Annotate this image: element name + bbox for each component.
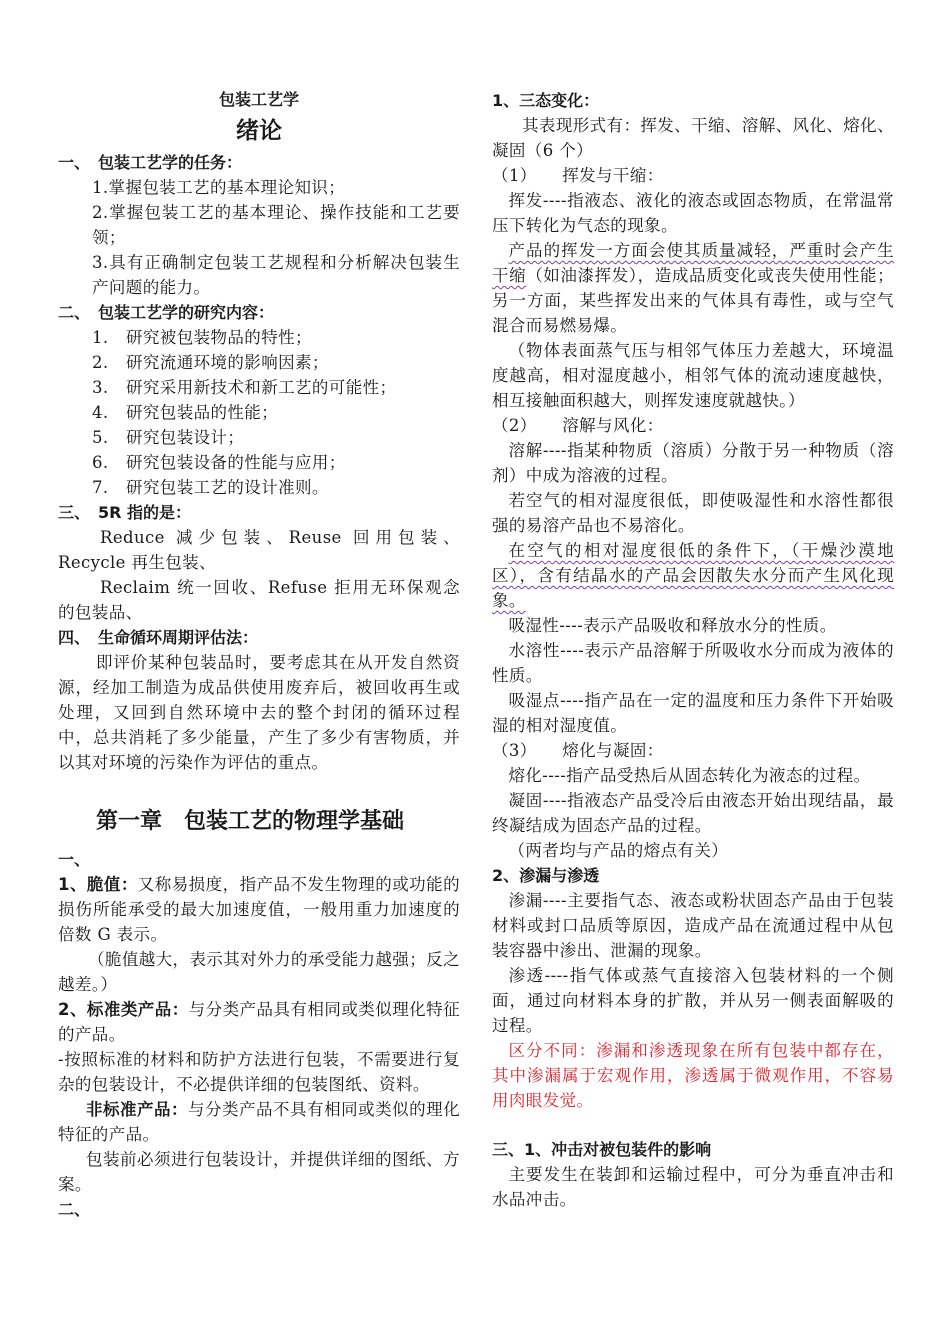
melt-definition: 熔化----指产品受热后从固态转化为液态的过程。 [508, 766, 871, 785]
task-item: 1.掌握包装工艺的基本理论知识； [92, 178, 346, 197]
chapter-heading: 第一章 包装工艺的物理学基础 [96, 809, 405, 834]
nonstandard-product-note: 包装前必须进行包装设计，并提供详细的图纸、方案。 [58, 1150, 460, 1194]
volatilize-effects: 产品的挥发一方面会使其质量减轻，严重时会产生干缩（如油漆挥发），造成品质变化或丧失使用性能；另一方面，某些挥发出来的气体具有毒性，或与空气混合而易燃易爆。 [492, 241, 894, 335]
task-item: 2.掌握包装工艺的基本理论、操作技能和工艺要领； [92, 203, 460, 247]
standard-product-note: -按照标准的材料和防护方法进行包装，不需要进行复杂的包装设计，不必提供详细的包装图纸、资料。 [58, 1050, 460, 1094]
task-item: 3.具有正确制定包装工艺规程和分析解决包装生产问题的能力。 [92, 253, 460, 297]
content-item: 7. 研究包装工艺的设计准则。 [92, 478, 329, 497]
sub-volatilize-heading: （1） 挥发与干缩： [492, 166, 664, 185]
sub-melt-heading: （3） 熔化与凝固： [492, 741, 664, 760]
lca-paragraph: 即评价某种包装品时，要考虑其在从开发自然资源，经加工制造为成品供使用废弃后，被回收再生或处理，又回到自然环境中去的整个封闭的循环过程中，总共消耗了多少能量，产生了多少有害物质，并以其对环境的污染作为评估的重点。 [58, 653, 460, 772]
doc-title: 包装工艺学 [218, 90, 299, 109]
hygroscopic-point-definition: 吸湿点----指产品在一定的温度和压力条件下开始吸湿的相对湿度值。 [492, 691, 894, 735]
standard-product-paragraph: 2、标准类产品：与分类产品具有相同或类似理化特征的产品。 [58, 1000, 460, 1044]
section-heading-lca: 四、 生命循环周期评估法： [58, 628, 259, 647]
volatilize-definition: 挥发----指液态、液化的液态或固态物质，在常温常压下转化为气态的现象。 [492, 191, 894, 235]
content-item: 5. 研究包装设计； [92, 428, 245, 447]
content-item: 2. 研究流通环境的影响因素； [92, 353, 329, 372]
water-solubility-definition: 水溶性----表示产品溶解于所吸收水分而成为液体的性质。 [492, 641, 894, 685]
content-item: 4. 研究包装品的性能； [92, 403, 279, 422]
dissolve-definition: 溶解----指某种物质（溶质）分散于另一种物质（溶剂）中成为溶液的过程。 [492, 441, 894, 485]
hygroscopicity-definition: 吸湿性----表示产品吸收和释放水分的性质。 [508, 616, 837, 635]
nonstandard-product-paragraph: 非标准产品：与分类产品不具有相同或类似的理化特征的产品。 [58, 1100, 460, 1144]
impact-paragraph: 主要发生在装卸和运输过程中，可分为垂直冲击和水品冲击。 [492, 1165, 894, 1209]
leak-definition: 渗漏----主要指气态、液态或粉状固态产品由于包装材料或封口品质等原因，造成产品在流通过程中从包装容器中渗出、泄漏的现象。 [492, 891, 894, 960]
subsection-one: 一、 [58, 850, 91, 869]
heading-state-change: 1、三态变化： [492, 91, 600, 110]
sub-dissolve-heading: （2） 溶解与风化： [492, 416, 664, 435]
section-heading-content: 二、 包装工艺学的研究内容： [58, 303, 275, 322]
solidify-definition: 凝固----指液态产品受冷后由液态开始出现结晶，最终凝结成为固态产品的过程。 [492, 791, 894, 835]
subsection-two: 二、 [58, 1200, 91, 1219]
weathering-paragraph [492, 538, 894, 613]
heading-leak-permeate: 2、渗漏与渗透 [492, 866, 600, 885]
section-heading-tasks: 一、 包装工艺学的任务： [58, 153, 243, 172]
section-heading-5r: 三、 5R 指的是： [58, 503, 192, 522]
melt-note: （两者均与产品的熔点有关） [508, 841, 729, 860]
forms-paragraph: 其表现形式有：挥发、干缩、溶解、风化、熔化、凝固（6 个） [492, 116, 894, 160]
dissolve-paragraph: 若空气的相对湿度很低，即使吸湿性和水溶性都很强的易溶产品也不易溶化。 [492, 491, 894, 535]
brittle-paragraph: 1、脆值：又称易损度，指产品不发生物理的或功能的损伤所能承受的最大加速度值，一般用重力加速度的倍数 G 表示。 [58, 875, 460, 944]
permeate-definition: 渗透----指气体或蒸气直接溶入包装材料的一个侧面，通过向材料本身的扩散，并从另一侧表面解吸的过程。 [492, 966, 894, 1035]
5r-paragraph: Reduce 减少包装、Reuse 回用包装、Recycle 再生包装、 [58, 528, 460, 572]
right-column [492, 88, 894, 1212]
intro-heading: 绪论 [236, 118, 282, 144]
wavy-underlined-text: 在空气的相对湿度很低的条件下，（干燥沙漠地区），含有结晶水的产品会因散失水分而产生风化现象。 [492, 541, 894, 610]
left-column [58, 88, 460, 1222]
difference-note: 区分不同：渗漏和渗透现象在所有包装中都存在，其中渗漏属于宏观作用，渗透属于微观作用，不容易用肉眼发觉。 [492, 1041, 894, 1110]
volatilize-note: （物体表面蒸气压与相邻气体压力差越大，环境温度越高，相对湿度越小，相邻气体的流动速度越快，相互接触面积越大，则挥发速度就越快。） [492, 341, 894, 410]
content-item: 1. 研究被包装物品的特性； [92, 328, 312, 347]
brittle-note: （脆值越大，表示其对外力的承受能力越强；反之越差。） [58, 950, 460, 994]
content-item: 6. 研究包装设备的性能与应用； [92, 453, 346, 472]
heading-impact: 三、1、冲击对被包装件的影响 [492, 1140, 712, 1159]
content-item: 3. 研究采用新技术和新工艺的可能性； [92, 378, 397, 397]
wavy-underlined-text: 产品的挥发一方面会使其质量减轻，严重时会产生干缩 [492, 241, 894, 285]
5r-paragraph: Reclaim 统一回收、Refuse 拒用无环保观念的包装品、 [58, 578, 460, 622]
